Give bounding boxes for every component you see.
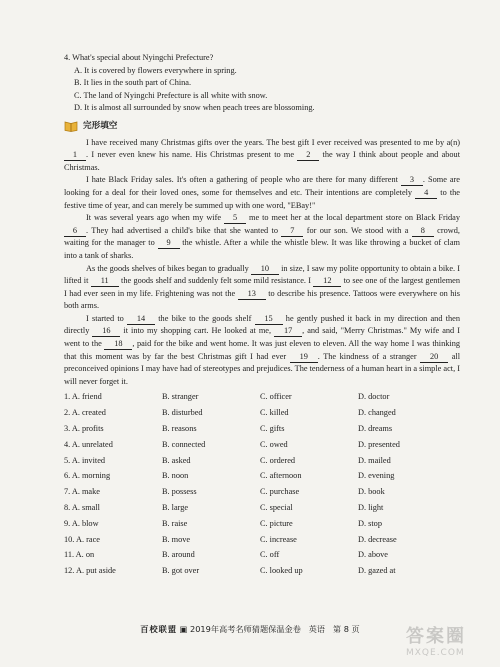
blank-17: 17 [274, 326, 302, 337]
footer-title: 2019年高考名师猜题保温金卷 [190, 624, 301, 634]
option-cell: C. special [260, 503, 293, 513]
table-row [64, 455, 464, 471]
blank-13: 13 [238, 289, 266, 300]
option-cell: D. decrease [358, 534, 397, 544]
option-cell: B. asked [162, 455, 191, 465]
option-cell: B. disturbed [162, 408, 203, 418]
option-cell: B. large [162, 503, 189, 513]
option-cell: D. mailed [358, 455, 391, 465]
passage-text: . I never even knew his name. His Christmas present to me [86, 150, 298, 160]
passage-text: to describe his presence. Tattoos were everywhere on his both arms. [64, 288, 460, 311]
table-row [64, 439, 464, 455]
passage-text: crowd, waiting for the manager to [64, 225, 460, 248]
question-4 [64, 52, 460, 115]
option-cell: C. increase [260, 534, 297, 544]
option-cell: 8. A. small [64, 503, 100, 513]
option-cell: B. noon [162, 471, 189, 481]
passage-text: As the goods shelves of bikes began to gradually [86, 263, 251, 273]
option-cell: C. purchase [260, 487, 300, 497]
option-cell: D. gazed at [358, 566, 396, 576]
blank-8: 8 [412, 226, 434, 237]
options-table [64, 391, 464, 581]
option-cell: C. ordered [260, 455, 296, 465]
option-cell: 5. A. invited [64, 455, 106, 465]
table-row [64, 470, 464, 486]
footer-page: 第 8 页 [332, 624, 360, 634]
option-cell: D. stop [358, 518, 382, 528]
watermark-text-1: 答案圈 [406, 626, 466, 647]
passage-paragraph [64, 212, 460, 262]
option-cell: D. light [358, 503, 384, 513]
option-cell: D. book [358, 487, 385, 497]
blank-18: 18 [104, 339, 132, 350]
blank-16: 16 [92, 326, 120, 337]
option-cell: B. got over [162, 566, 200, 576]
book-icon [64, 120, 78, 132]
table-row [64, 565, 464, 581]
blank-6: 6 [64, 226, 86, 237]
passage-text: the whistle. After a while the whistle blew. It was like throwing a bucket of clam into a tank of sharks. [64, 238, 460, 260]
watermark-text-2: MXQE.COM [406, 648, 465, 658]
blank-7: 7 [281, 226, 303, 237]
option-cell: 6. A. morning [64, 471, 111, 481]
option-cell: B. possess [162, 487, 197, 497]
footer-subject: 英语 [308, 624, 326, 634]
option-cell: 1. A. friend [64, 392, 102, 402]
option-cell: C. picture [260, 518, 293, 528]
option-cell: D. doctor [358, 392, 390, 402]
passage-text: he gently pushed it back in my direction and then directly [64, 313, 460, 336]
blank-14: 14 [127, 314, 155, 325]
option-cell: B. raise [162, 518, 188, 528]
option-cell: C. killed [260, 408, 289, 418]
option-cell: B. move [162, 534, 191, 544]
passage-text: . They had advertised a child's bike that she wanted to [86, 225, 282, 235]
section-header [64, 120, 460, 133]
option-cell: 3. A. profits [64, 424, 104, 434]
blank-1: 1 [64, 150, 86, 161]
passage-text: , and said, "Merry Christmas." My wife and I went to the [64, 326, 460, 349]
option-cell: B. stranger [162, 392, 199, 402]
blank-20: 20 [420, 352, 448, 363]
passage-text: the goods shelf and suddenly felt some mild resistance. I [118, 276, 314, 286]
option-cell: C. owed [260, 439, 288, 449]
option-cell: C. officer [260, 392, 292, 402]
option-cell: B. connected [162, 439, 206, 449]
passage-text: I have received many Christmas gifts over the years. The best gift I ever received was presented to me by a(n) [86, 137, 460, 147]
option-cell: 7. A. make [64, 487, 100, 497]
table-row [64, 549, 464, 565]
passage-text: I hate Black Friday sales. It's often a gathering of people who are there for many different [86, 175, 401, 185]
option-c: C. The land of Nyingchi Prefecture is all white with snow. [74, 90, 268, 100]
option-cell: 9. A. blow [64, 518, 99, 528]
table-row [64, 407, 464, 423]
option-cell: C. looked up [260, 566, 303, 576]
option-cell: 10. A. race [64, 534, 100, 544]
passage-text: I started to [86, 313, 128, 323]
option-d: D. It is almost all surrounded by snow when peach trees are blossoming. [74, 103, 315, 113]
blank-3: 3 [401, 175, 423, 186]
passage-text: to see one of the largest gentlemen I had ever seen in my life. Frightening was not the [64, 276, 460, 298]
footer-logo-icon: ▣ [179, 624, 188, 634]
option-cell: 4. A. unrelated [64, 439, 113, 449]
footer-brand: 百校联盟 [140, 624, 178, 634]
option-cell: D. changed [358, 408, 396, 418]
blank-4: 4 [415, 188, 437, 199]
table-row [64, 486, 464, 502]
table-row [64, 423, 464, 439]
table-row [64, 518, 464, 534]
option-cell: C. gifts [260, 424, 285, 434]
option-cell: D. evening [358, 471, 395, 481]
blank-10: 10 [251, 264, 279, 275]
passage-text: . Some are looking for a deal for their loved ones, some for themselves and etc. Their intentions are completely [64, 175, 460, 197]
passage-text: the way I think about people and about Christmas. [64, 150, 460, 172]
blank-5: 5 [224, 213, 246, 224]
question-stem: 4. What's special about Nyingchi Prefecture? [64, 53, 214, 62]
table-row [64, 391, 464, 407]
passage-text: , paid for the bike and went home. It was just eleven to eleven. All the way home I was thinking that this moment was by far the best Christmas gift I had ever [64, 339, 460, 361]
passage-text: It was several years ago when my wife [86, 213, 225, 223]
option-a: A. It is covered by flowers everywhere in spring. [74, 65, 237, 75]
option-cell: 2. A. created [64, 408, 106, 418]
blank-15: 15 [255, 314, 283, 325]
option-cell: 12. A. put aside [64, 566, 116, 576]
option-cell: D. presented [358, 439, 400, 449]
passage-text: in size, I saw my polite opportunity to obtain a bike. I lifted it [64, 263, 460, 286]
passage-text: . The kindness of a stranger [317, 351, 421, 361]
passage-paragraph [64, 313, 460, 389]
table-row [64, 502, 464, 518]
passage-text: the bike to the goods shelf [155, 313, 255, 323]
passage-text: for our son. We stood with a [303, 225, 412, 235]
option-cell: D. dreams [358, 424, 393, 434]
passage-text: me to meet her at the local department store on Black Friday [246, 213, 460, 223]
option-cell: 11. A. on [64, 550, 95, 560]
passage-text: to the festive time of year, and can merely be summed up with one word, "EBay!" [64, 187, 460, 210]
blank-12: 12 [313, 276, 341, 287]
passage-text: it into my shopping cart. He looked at me, [120, 326, 275, 336]
table-row [64, 534, 464, 550]
cloze-passage [64, 137, 460, 389]
watermark-logo [406, 622, 492, 662]
option-cell: D. above [358, 550, 388, 560]
option-cell: B. around [162, 550, 195, 560]
passage-paragraph [64, 263, 460, 313]
blank-19: 19 [290, 352, 318, 363]
passage-paragraph [64, 137, 460, 175]
passage-text: all preconceived opinions I may have had of stereotypes and prejudices. The tenderness of a human heart in a simple act, I will never forget it. [64, 351, 461, 386]
section-title: 完形填空 [83, 120, 118, 131]
option-cell: C. afternoon [260, 471, 302, 481]
blank-9: 9 [158, 238, 180, 249]
blank-11: 11 [91, 276, 119, 287]
option-b: B. It lies in the south part of China. [74, 78, 192, 88]
passage-paragraph [64, 174, 460, 212]
option-cell: C. off [260, 550, 280, 560]
option-cell: B. reasons [162, 424, 197, 434]
blank-2: 2 [297, 150, 319, 161]
